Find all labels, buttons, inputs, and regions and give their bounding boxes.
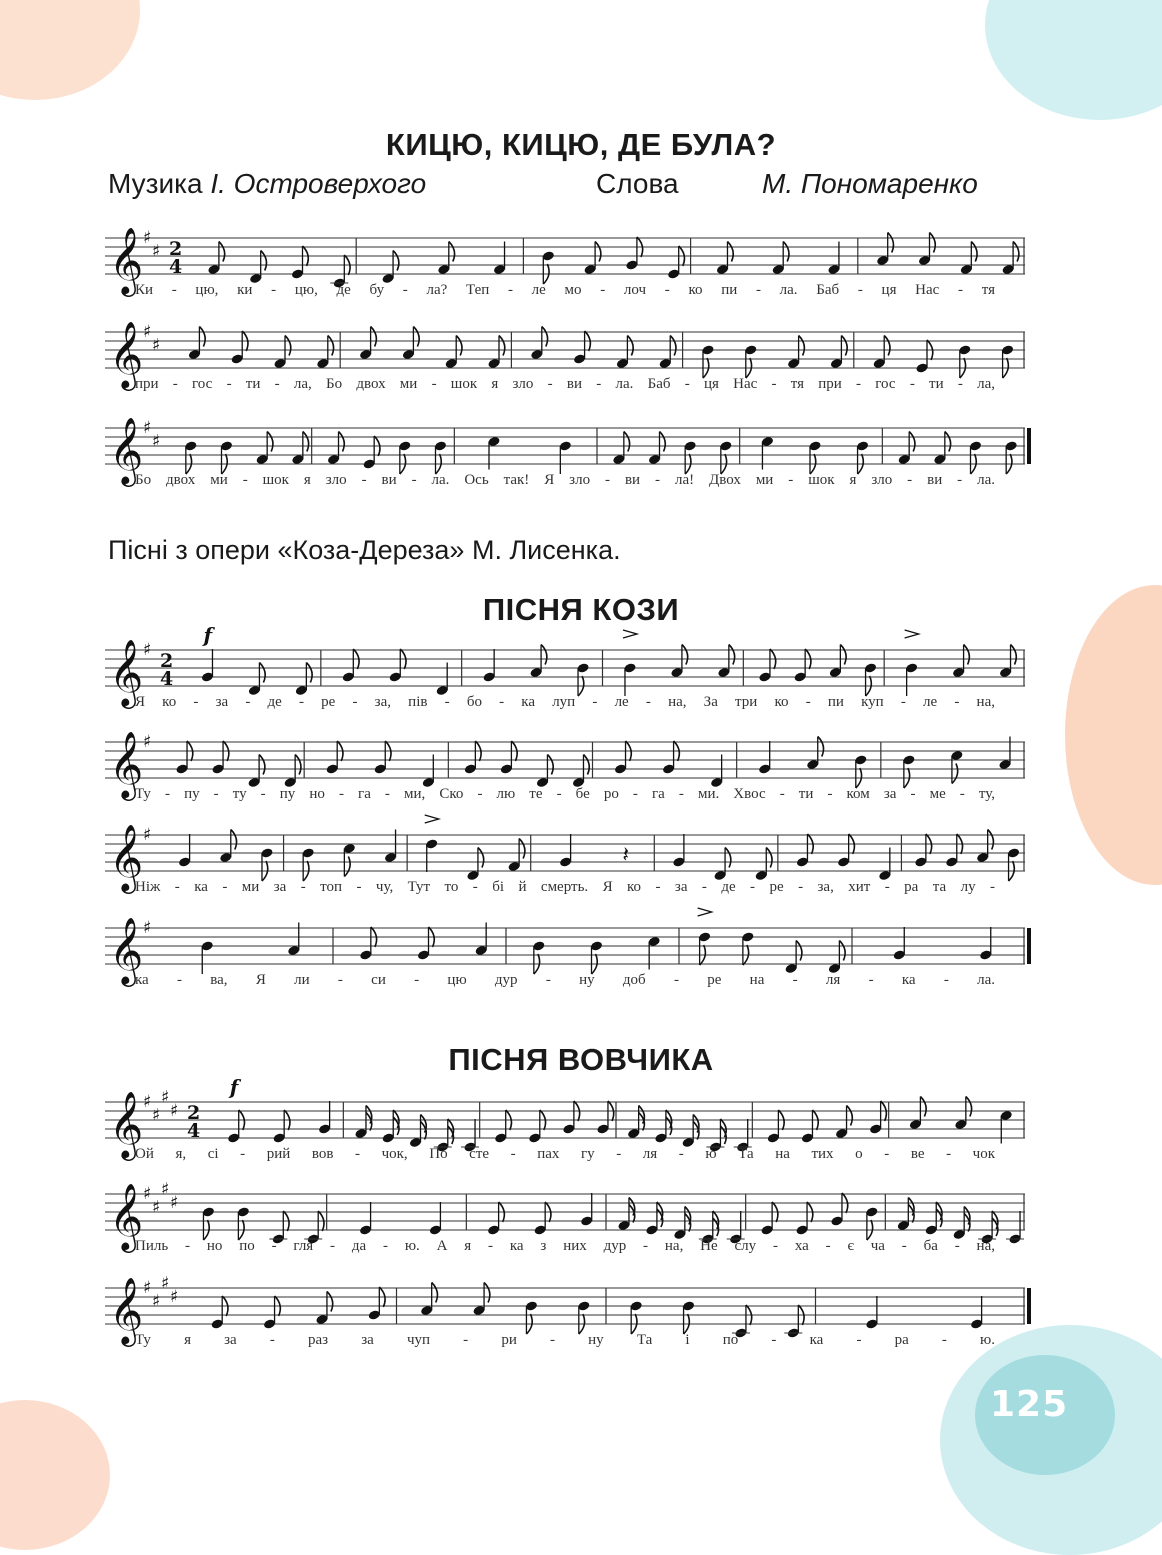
lyrics-text: Бо двох ми - шок я зло - ви - ла. Ось так! Я зло - ви - ла! Двох ми - шок я зло - ви - ла. [135, 472, 995, 488]
dynamic-forte: f [203, 623, 213, 647]
music-note [945, 834, 962, 868]
svg-text:♯: ♯ [152, 1197, 161, 1218]
treble-clef-icon: 𝄞 [109, 320, 144, 388]
svg-text:♯: ♯ [143, 640, 152, 660]
music-note [758, 741, 771, 775]
svg-text:♯: ♯ [143, 1184, 152, 1204]
music-note [794, 649, 811, 683]
music-note [741, 931, 754, 965]
music-note [363, 436, 380, 470]
lyrics-line [105, 1146, 1025, 1170]
lyrics-text: Пиль - но по - гля - да - ю. А я - ка з них дур - на, Не слу - ха - є ча - ба - на, [135, 1238, 995, 1254]
music-note [220, 440, 233, 474]
music-note [623, 662, 636, 696]
music-note [500, 741, 517, 775]
music-system [105, 908, 1025, 988]
music-note [580, 1193, 593, 1227]
time-signature [187, 1102, 200, 1142]
page-number: 125 [990, 1384, 1069, 1425]
music-note [434, 440, 447, 474]
lyrics-line [105, 1238, 1025, 1262]
key-signature [143, 640, 151, 660]
music-note [614, 741, 631, 775]
music-system [105, 218, 1025, 298]
music-note [202, 1206, 215, 1240]
svg-text:2: 2 [187, 1102, 201, 1124]
lyrics-line [105, 972, 1025, 996]
svg-text:♯: ♯ [143, 825, 152, 845]
svg-text:♯: ♯ [161, 1273, 170, 1294]
accent-mark [425, 815, 439, 823]
music-note [630, 1300, 643, 1334]
final-bar-line [1027, 1288, 1031, 1324]
treble-clef-icon: 𝄞 [109, 1090, 144, 1158]
music-note [487, 1202, 504, 1236]
svg-text:♯: ♯ [152, 1105, 161, 1126]
music-system [105, 408, 1025, 488]
music-note [374, 741, 391, 775]
music-note [645, 1202, 662, 1236]
music-note [682, 1300, 695, 1334]
music-note [795, 1202, 812, 1236]
music-note [359, 1202, 372, 1236]
opera-intro-text: Пісні з опери «Коза-Дереза» М. Лисенка. [108, 535, 621, 565]
music-note [534, 1202, 551, 1236]
music-note [925, 1202, 942, 1236]
lyrics-text: при - гос - ти - ла, Бо двох ми - шок я зло - ви - ла. Баб - ця Нас - тя при - гос - ти - ла, [135, 376, 995, 392]
music-label: Музика [108, 168, 203, 199]
svg-text:4: 4 [160, 668, 174, 690]
music-note [625, 237, 642, 271]
music-note [869, 1101, 886, 1135]
music-note [1007, 847, 1020, 881]
treble-clef-icon: 𝄞 [109, 1182, 144, 1250]
music-note [525, 1300, 538, 1334]
lyrics-line [105, 879, 1025, 903]
music-note [672, 834, 685, 868]
song-title: ПІСНЯ ВОВЧИКА [448, 1042, 714, 1077]
svg-text:♯: ♯ [143, 418, 152, 438]
music-note [429, 1202, 442, 1236]
music-note [701, 344, 714, 378]
music-note [417, 927, 434, 961]
accent-mark [623, 630, 637, 638]
music-note [184, 440, 197, 474]
music-note [577, 1300, 590, 1334]
music-note [318, 1101, 331, 1135]
svg-text:♯: ♯ [143, 1092, 152, 1112]
music-note [801, 1110, 818, 1144]
lyrics-text: ка - ва, Я ли - си - цю дур - ну доб - ре на - ля - ка - ла. [135, 972, 995, 988]
svg-text:♯: ♯ [152, 1291, 161, 1312]
music-note [273, 1110, 290, 1144]
music-note [389, 649, 406, 683]
music-note [1005, 440, 1018, 474]
music-note [559, 834, 572, 868]
dynamic-forte: f [229, 1075, 239, 1099]
music-note [559, 440, 572, 474]
song-title: КИЦЮ, КИЦЮ, ДЕ БУЛА? [385, 127, 777, 162]
music-system [105, 1174, 1025, 1254]
music-note [767, 1110, 784, 1144]
accent-mark [905, 630, 919, 638]
svg-text:♯: ♯ [170, 1287, 179, 1307]
music-note [464, 741, 481, 775]
music-note [662, 741, 679, 775]
music-note [528, 1110, 545, 1144]
lyrics-line [105, 1332, 1025, 1356]
music-note [865, 1296, 878, 1330]
treble-clef-icon: 𝄞 [109, 730, 144, 798]
music-note [178, 834, 191, 868]
music-note [758, 649, 775, 683]
accent-mark [698, 908, 712, 916]
music-note [914, 834, 931, 868]
music-system [105, 722, 1025, 802]
music-system [105, 815, 1025, 895]
music-note [302, 847, 315, 881]
music-note [698, 931, 711, 965]
treble-clef-icon: 𝄞 [109, 416, 144, 484]
treble-clef-icon: 𝄞 [109, 638, 144, 706]
music-note [590, 940, 603, 974]
decor-circle-right-mid [1065, 585, 1162, 885]
music-note [684, 440, 697, 474]
svg-text:♯: ♯ [143, 1278, 152, 1298]
music-note [231, 331, 248, 365]
lyrics-line [105, 376, 1025, 400]
time-signature [169, 238, 182, 278]
music-note [864, 662, 877, 696]
words-credit-label: Слова [596, 168, 679, 199]
music-note [483, 649, 496, 683]
music-note [970, 1296, 983, 1330]
key-signature [143, 825, 151, 845]
music-note [532, 940, 545, 974]
music-note [573, 331, 590, 365]
svg-text:4: 4 [169, 256, 183, 278]
lyrics-text: Ой я, сі - рий вов - чок, По сте - пах гу - ля - ю Та на тих о - ве - чок [135, 1146, 995, 1162]
music-note [760, 1202, 777, 1236]
treble-clef-icon: 𝄞 [109, 226, 144, 294]
music-note [237, 1206, 250, 1240]
music-note [263, 1296, 280, 1330]
decor-circle-bottom-left [0, 1400, 110, 1550]
svg-text:♯: ♯ [152, 431, 161, 452]
music-note [494, 1110, 511, 1144]
music-note [865, 1206, 878, 1240]
music-note [854, 754, 867, 788]
music-note [201, 649, 214, 683]
music-note [398, 440, 411, 474]
svg-text:♯: ♯ [143, 228, 152, 248]
svg-text:♯: ♯ [170, 1193, 179, 1213]
music-note [958, 344, 971, 378]
music-note [201, 940, 214, 974]
music-note [425, 838, 438, 872]
music-note [260, 847, 273, 881]
composer-name: І. Островерхого [210, 168, 427, 199]
music-note [796, 834, 813, 868]
lyrics-line [105, 282, 1025, 306]
music-note [744, 344, 757, 378]
music-system [105, 623, 1025, 710]
music-note [915, 340, 932, 374]
music-note [359, 927, 376, 961]
lyrics-line [105, 472, 1025, 496]
music-note [596, 1101, 613, 1135]
treble-clef-icon: 𝄞 [109, 1276, 144, 1344]
music-system [105, 1075, 1025, 1162]
lyrics-text: Ніж - ка - ми за - топ - чу, Тут то - бі й смерть. Я ко - за - де - ре - за, хит - ра та лу - [135, 879, 995, 895]
svg-text:4: 4 [187, 1120, 201, 1142]
music-rest [622, 843, 629, 868]
music-note [856, 440, 869, 474]
music-note [719, 440, 732, 474]
lyrics-text: Ту - пу - ту - пу но - га - ми, Ско - лю те - бе ро - га - ми. Хвос - ти - ком за - ме - ту, [135, 786, 995, 802]
svg-text:♯: ♯ [161, 1087, 170, 1108]
svg-text:♯: ♯ [170, 1101, 179, 1121]
music-note [808, 440, 821, 474]
music-note [211, 1296, 228, 1330]
song-title: ПІСНЯ КОЗИ [482, 592, 680, 627]
lyrics-line [105, 694, 1025, 718]
music-note [576, 662, 589, 696]
svg-text:♯: ♯ [143, 732, 152, 752]
music-note [211, 741, 228, 775]
music-note [175, 741, 192, 775]
music-note [902, 754, 915, 788]
music-note [654, 1110, 671, 1144]
key-signature [143, 732, 151, 752]
final-bar-line [1027, 928, 1031, 964]
music-credit [108, 168, 426, 200]
music-note [227, 1110, 244, 1144]
lyrics-line [105, 786, 1025, 810]
lyrics-text: Я ко - за - де - ре - за, пів - бо - ка луп - ле - на, За три ко - пи куп - ле - на, [135, 694, 995, 710]
svg-text:2: 2 [169, 238, 183, 260]
svg-text:2: 2 [160, 650, 174, 672]
lyrics-text: Ки - цю, ки - цю, де бу - ла? Теп - ле мо - лоч - ко пи - ла. Баб - ця Нас - тя [135, 282, 995, 298]
decor-circle-top-left [0, 0, 140, 100]
music-note [368, 1287, 385, 1321]
svg-text:♯: ♯ [152, 335, 161, 356]
music-note [969, 440, 982, 474]
svg-text:♯: ♯ [152, 241, 161, 262]
music-note [542, 250, 555, 284]
music-system [105, 1268, 1025, 1348]
music-note [837, 834, 854, 868]
lyricist-name: М. Пономаренко [762, 168, 978, 199]
music-note [382, 1110, 399, 1144]
music-note [667, 246, 684, 280]
music-note [1001, 344, 1014, 378]
lyrics-text: Ту я за - раз за чуп - ри - ну Та і по - ка - ра - ю. [135, 1332, 995, 1348]
treble-clef-icon: 𝄞 [109, 916, 144, 984]
final-bar-line [1027, 428, 1031, 464]
svg-text:♯: ♯ [143, 918, 152, 938]
music-note [326, 741, 343, 775]
music-note [905, 662, 918, 696]
music-note [291, 246, 308, 280]
treble-clef-icon: 𝄞 [109, 823, 144, 891]
music-note [979, 927, 992, 961]
music-note [562, 1101, 579, 1135]
music-note [830, 1193, 847, 1227]
decor-circle-top-right [985, 0, 1162, 120]
music-system [105, 312, 1025, 392]
svg-text:𝄽: 𝄽 [622, 843, 630, 868]
music-note [342, 649, 359, 683]
svg-text:♯: ♯ [143, 322, 152, 342]
music-note [893, 927, 906, 961]
svg-text:♯: ♯ [161, 1179, 170, 1200]
time-signature [160, 650, 173, 690]
key-signature [143, 918, 151, 938]
